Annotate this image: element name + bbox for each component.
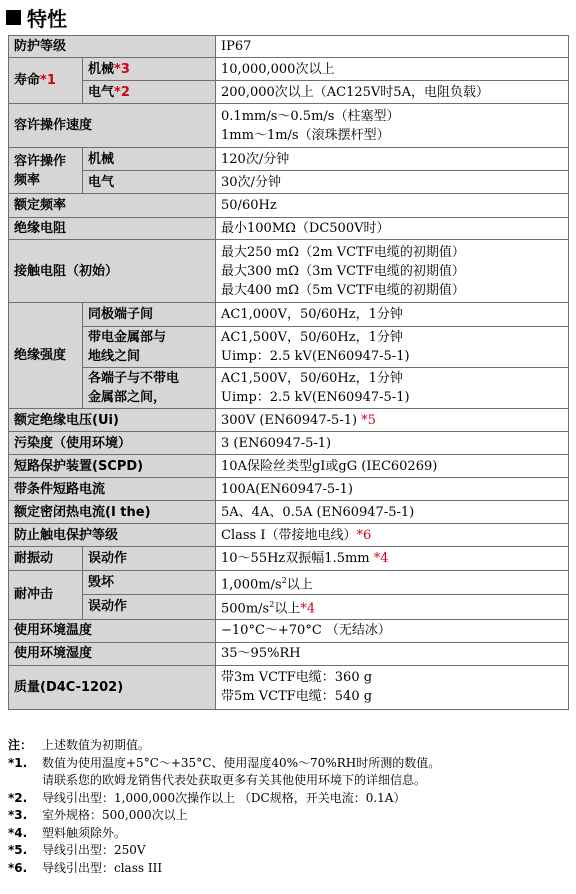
value-shock-prot: Class I（带接地电线）*6 xyxy=(216,524,569,547)
value-shock-destr: $1,000m/s^2$以上 xyxy=(216,571,569,595)
label-shock: 耐冲击 xyxy=(9,571,83,620)
label-thermal: 额定密闭热电流(I the) xyxy=(9,501,216,524)
label-amb-hum: 使用环境湿度 xyxy=(9,642,216,665)
footnote xyxy=(8,737,570,755)
row-amb-temp xyxy=(9,619,569,642)
label-freq-mech: 机械 xyxy=(83,148,216,171)
value-scpd: 10A保险丝类型gI或gG (IEC60269) xyxy=(216,455,569,478)
footnote xyxy=(8,825,570,843)
label-vibration-sub: 误动作 xyxy=(83,547,216,571)
row-contact-res xyxy=(9,240,569,303)
row-freq-elec xyxy=(9,171,569,194)
row-rated-ins-volt xyxy=(9,409,569,432)
value-rated-freq: 50/60Hz xyxy=(216,194,569,218)
spec-table xyxy=(8,35,569,710)
row-amb-hum xyxy=(9,642,569,665)
row-insulation-res xyxy=(9,218,569,240)
row-vibration xyxy=(9,547,569,571)
value-amb-hum: 35～95%RH xyxy=(216,642,569,665)
footnote-mark: 注： xyxy=(8,738,33,752)
value-vibration: 10～55Hz双振幅1.5mm *4 xyxy=(216,547,569,571)
row-shock-prot xyxy=(9,524,569,547)
label-shock-malf: 误动作 xyxy=(83,595,216,619)
footnote-mark: *6. xyxy=(8,860,28,875)
label-insulation-res: 绝缘电阻 xyxy=(9,218,216,240)
footnote-mark: *3. xyxy=(8,808,28,822)
row-life-elec xyxy=(9,81,569,104)
value-thermal: 5A、4A、0.5A (EN60947-5-1) xyxy=(216,501,569,524)
footnote-mark: *5. xyxy=(8,843,28,857)
value-life-elec: 200,000次以上（AC125V时5A，电阻负载） xyxy=(216,81,569,104)
value-dielectric-2: AC1,500V，50/60Hz，1分钟 Uimp：2.5 kV(EN60947-5-1) xyxy=(216,327,569,368)
footnote-text: 导线引出型：class III xyxy=(42,860,163,875)
row-rated-freq xyxy=(9,194,569,218)
footnote xyxy=(8,842,570,860)
row-dielectric-2 xyxy=(9,327,569,368)
footnote xyxy=(8,860,570,878)
row-dielectric-3 xyxy=(9,368,569,409)
label-freq: 容许操作 频率 xyxy=(9,148,83,194)
label-life: 寿命*1 xyxy=(9,58,83,104)
label-weight: 质量(D4C-1202) xyxy=(9,665,216,709)
value-shock-malf: $500m/s^2$以上*4 xyxy=(216,595,569,619)
label-dielectric-2: 带电金属部与 地线之间 xyxy=(83,327,216,368)
row-life-mech xyxy=(9,58,569,81)
value-cond-sc: 100A(EN60947-5-1) xyxy=(216,478,569,501)
value-life-mech: 10,000,000次以上 xyxy=(216,58,569,81)
label-scpd: 短路保护装置(SCPD) xyxy=(9,455,216,478)
label-protection: 防护等级 xyxy=(9,36,216,58)
row-thermal xyxy=(9,501,569,524)
note-mark: *1 xyxy=(40,73,56,88)
label-freq-elec: 电气 xyxy=(83,171,216,194)
note-mark: *3 xyxy=(114,61,130,77)
value-contact-res: 最大250 mΩ（2m VCTF电缆的初期值） 最大300 mΩ（3m VCTF电缆的初期值） 最大400 mΩ（5m VCTF电缆的初期值） xyxy=(216,240,569,303)
footnote-text: 导线引出型：1,000,000次操作以上 （DC规格，开关电流：0.1A） xyxy=(42,790,406,805)
row-speed xyxy=(9,104,569,148)
footnote-mark: *4. xyxy=(8,825,28,840)
row-scpd xyxy=(9,455,569,478)
label-rated-freq: 额定频率 xyxy=(9,194,216,218)
label-dielectric: 绝缘强度 xyxy=(9,303,83,409)
label-life-mech: 机械*3 xyxy=(83,58,216,81)
label-dielectric-1: 同极端子间 xyxy=(83,303,216,327)
label-cond-sc: 带条件短路电流 xyxy=(9,478,216,501)
row-dielectric-1 xyxy=(9,303,569,327)
footnote xyxy=(8,790,570,808)
footnote-mark: *2. xyxy=(8,790,28,805)
row-freq-mech xyxy=(9,148,569,171)
value-amb-temp: −10°C～+70°C （无结冰） xyxy=(216,619,569,642)
value-weight: 带3m VCTF电缆：360 g 带5m VCTF电缆：540 g xyxy=(216,665,569,709)
value-dielectric-1: AC1,000V，50/60Hz，1分钟 xyxy=(216,303,569,327)
label-shock-prot: 防止触电保护等级 xyxy=(9,524,216,547)
row-weight xyxy=(9,665,569,709)
footnotes xyxy=(8,737,570,877)
row-shock-malf xyxy=(9,595,569,619)
note-mark: *5 xyxy=(361,412,376,428)
footnote-text: 室外规格：500,000次以上 xyxy=(42,808,188,822)
label-pollution: 污染度（使用环境） xyxy=(9,432,216,455)
footnote xyxy=(8,807,570,825)
note-mark: *6 xyxy=(356,527,372,543)
label-vibration: 耐振动 xyxy=(9,547,83,571)
row-cond-sc xyxy=(9,478,569,501)
label-life-elec: 电气*2 xyxy=(83,81,216,104)
section-title-text: 特性 xyxy=(27,6,67,31)
note-mark: *2 xyxy=(114,84,130,100)
footnote xyxy=(8,755,570,790)
footnote-text: 导线引出型：250V xyxy=(42,843,146,857)
note-mark: *4 xyxy=(300,601,316,617)
footnote-text: 塑料触须除外。 xyxy=(42,825,127,840)
label-amb-temp: 使用环境温度 xyxy=(9,619,216,642)
value-rated-ins-volt: 300V (EN60947-5-1) *5 xyxy=(216,409,569,432)
value-freq-mech: 120次/分钟 xyxy=(216,148,569,171)
value-freq-elec: 30次/分钟 xyxy=(216,171,569,194)
value-dielectric-3: AC1,500V，50/60Hz，1分钟 Uimp：2.5 kV(EN60947-5-1) xyxy=(216,368,569,409)
value-insulation-res: 最小100MΩ（DC500V时） xyxy=(216,218,569,240)
row-shock-destr xyxy=(9,571,569,595)
footnote-text: 上述数值为初期值。 xyxy=(42,738,151,752)
footnote-text: 数值为使用温度+5°C～+35°C、使用湿度40%～70%RH时所测的数值。 请联系您的欧姆龙销售代表处获取更多有关其他使用环境下的详细信息。 xyxy=(42,755,441,787)
label-dielectric-3: 各端子与不带电 金属部之间， xyxy=(83,368,216,409)
label-shock-destr: 毁坏 xyxy=(83,571,216,595)
value-pollution: 3 (EN60947-5-1) xyxy=(216,432,569,455)
row-pollution xyxy=(9,432,569,455)
label-speed: 容许操作速度 xyxy=(9,104,216,148)
value-speed: 0.1mm/s～0.5m/s（柱塞型） 1mm～1m/s（滚珠摆杆型） xyxy=(216,104,569,148)
label-contact-res: 接触电阻（初始） xyxy=(9,240,216,303)
note-mark: *4 xyxy=(373,551,389,566)
section-title xyxy=(6,2,67,32)
square-bullet-icon xyxy=(6,10,21,25)
footnote-mark: *1. xyxy=(8,755,28,770)
row-protection xyxy=(9,36,569,58)
label-rated-ins-volt: 额定绝缘电压(Ui) xyxy=(9,409,216,432)
value-protection: IP67 xyxy=(216,36,569,58)
